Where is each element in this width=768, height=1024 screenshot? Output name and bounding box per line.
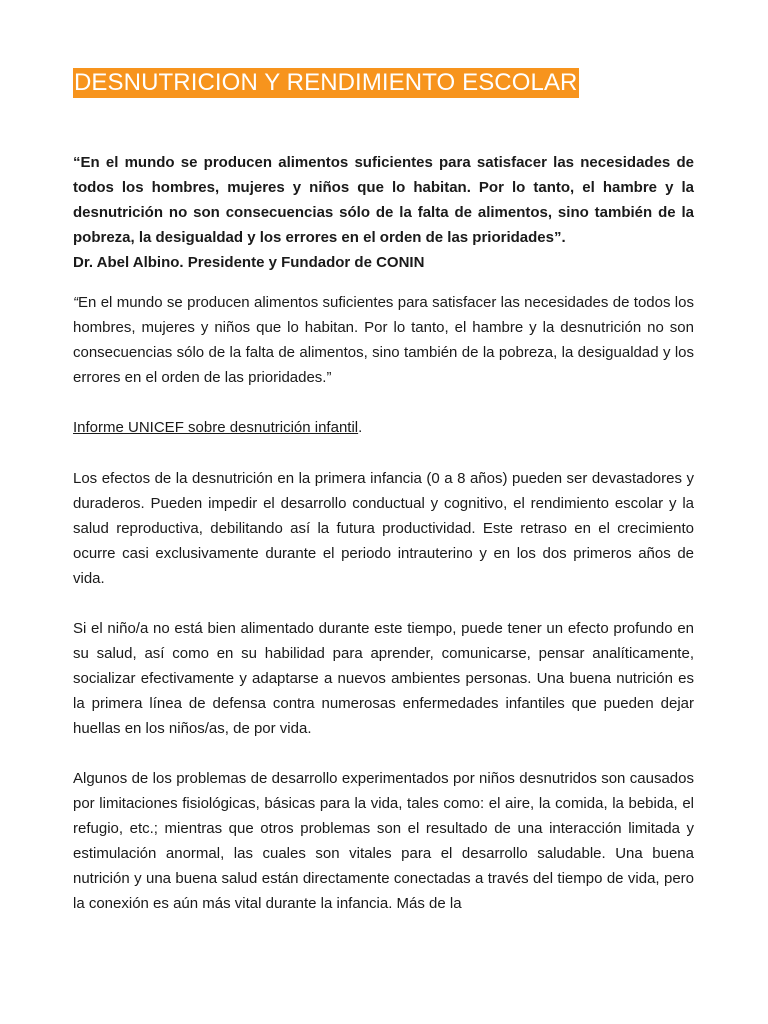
- paragraph-development: Algunos de los problemas de desarrollo experimentados por niños desnutridos son causados por limitaciones fisiológicas, básicas para la vida, tales como: el aire, la comida, la bebida, el refugio, etc.; mientras que otros problemas son el resultado de una interacción limitada y estimulación anormal, las cuales son vitales para el desarrollo saludable. Una buena nutrición y una buena salud están directamente conectadas a través del tiempo de vida, pero la conexión es aún más vital durante la infancia. Más de la: [73, 770, 694, 912]
- paragraph-effects: Los efectos de la desnutrición en la primera infancia (0 a 8 años) pueden ser devastadores y duraderos. Pueden impedir el desarrollo conductual y cognitivo, el rendimiento escolar y la salud reproductiva, debilitando así la futura productividad. Este retraso en el crecimiento ocurre casi exclusivamente durante el periodo intrauterino y en los dos primeros años de vida.: [73, 470, 694, 587]
- source-line: [73, 415, 694, 440]
- unicef-report-link[interactable]: Informe UNICEF sobre desnutrición infantil: [73, 419, 359, 436]
- featured-quote: “En el mundo se producen alimentos suficientes para satisfacer las necesidades de todos los hombres, mujeres y niños que lo habitan. Por lo tanto, el hambre y la desnutrición no son consecuencias sólo de la falta de alimentos, sino también de la pobreza, la desigualdad y los errores en el orden de las prioridades”.: [73, 154, 694, 246]
- quote-author: Dr. Abel Albino. Presidente y Fundador de CONIN: [73, 254, 425, 271]
- quote-open-mark: “: [73, 294, 78, 311]
- paragraph-nutrition: Si el niño/a no está bien alimentado durante este tiempo, puede tener un efecto profundo en su salud, así como en su habilidad para aprender, comunicarse, pensar analíticamente, socializar efectivamente y adaptarse a nuevos ambientes personas. Una buena nutrición es la primera línea de defensa contra numerosas enfermedades infantiles que pueden dejar huellas en los niños/as, de por vida.: [73, 620, 694, 737]
- quote-repeat-text: En el mundo se producen alimentos suficientes para satisfacer las necesidades de todos los hombres, mujeres y niños que lo habitan. Por lo tanto, el hambre y la desnutrición no son consecuencias sólo de la falta de alimentos, sino también de la pobreza, la desigualdad y los errores en el orden de las prioridades.”: [73, 294, 694, 386]
- quote-repeat: [73, 290, 694, 390]
- document-title: DESNUTRICION Y RENDIMIENTO ESCOLAR: [74, 69, 578, 96]
- source-line-suffix: .: [358, 419, 363, 436]
- document-page: [73, 68, 694, 916]
